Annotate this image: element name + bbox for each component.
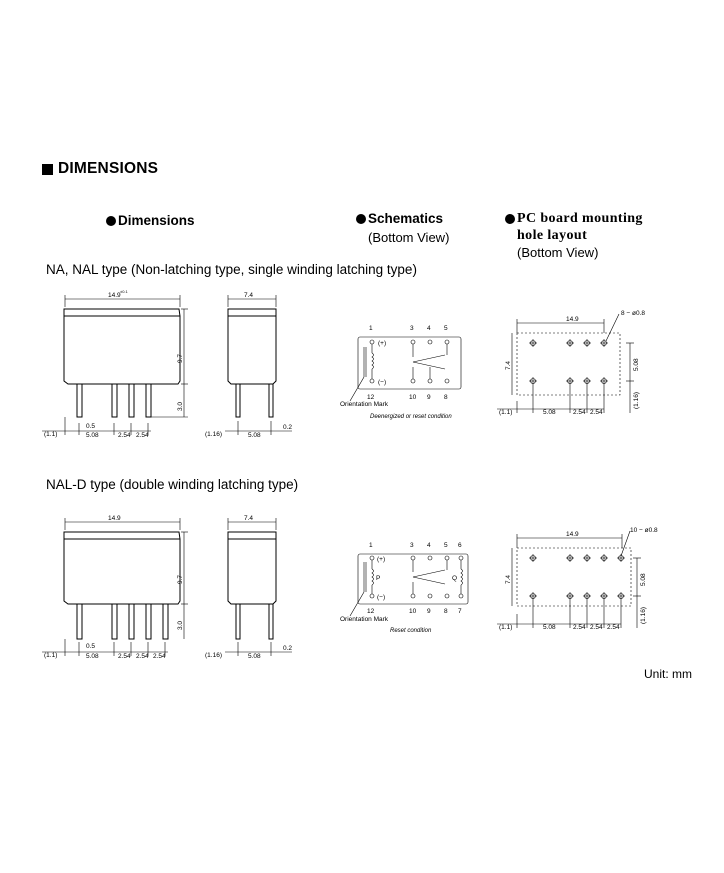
s2-front-pinlen: 3.0: [177, 620, 184, 630]
s2-bot-pin-8: 8: [444, 608, 448, 615]
s1-pcb-width: 14.9: [566, 316, 579, 323]
s1-bot-pin-10: 10: [409, 394, 417, 401]
s2-front-p4: 2.54: [153, 653, 166, 660]
s1-schem-note: Deenergized or reset condition: [370, 414, 452, 420]
s2-bot-pin-12: 12: [367, 608, 375, 615]
s2-front-pinw: 0.5: [86, 643, 96, 650]
s1-side-width: 7.4: [244, 292, 254, 299]
s1-top-pin-4: 4: [427, 325, 431, 332]
s1-top-pin-5: 5: [444, 325, 448, 332]
s1-top-pin-1: 1: [369, 325, 373, 332]
section2-label: NAL-D type (double winding latching type): [46, 477, 299, 492]
s2-bot-pin-10: 10: [409, 608, 417, 615]
section-title-text: DIMENSIONS: [58, 160, 159, 177]
s2-pcb-width: 14.9: [566, 531, 579, 538]
s2-top-pin-1: 1: [369, 542, 373, 549]
s1-pcb-h: 7.4: [505, 360, 512, 370]
s1-minus: (−): [378, 379, 387, 386]
s1-front-pinw: 0.5: [86, 423, 96, 430]
s1-front-p2: 2.54: [118, 432, 131, 439]
s1-plus: (+): [378, 340, 387, 347]
s2-side-t: 0.2: [283, 645, 293, 652]
s1-front-p1: 5.08: [86, 432, 99, 439]
s1-pcb-holes: 8 − ø0.8: [621, 310, 646, 317]
schematics-subheader: (Bottom View): [368, 230, 450, 245]
section2-schematic: [340, 542, 468, 634]
s2-pcb-s4: 2.54: [607, 624, 620, 631]
pcb-header: [505, 210, 643, 244]
section1-schematic: [340, 325, 461, 420]
section1-front-view: [42, 289, 188, 439]
s2-front-height: 9.7: [177, 574, 184, 584]
s2-pcb-voff: (1.16): [640, 607, 647, 624]
s2-pcb-holes: 10 − ø0.8: [630, 527, 658, 534]
s1-pcb-v: 5.08: [633, 358, 640, 371]
dimensions-header-text: Dimensions: [118, 213, 195, 228]
section1-side-view: [205, 292, 292, 439]
pcb-header-line2: hole layout: [517, 228, 588, 243]
s2-pcb-v: 5.08: [640, 573, 647, 586]
section2-pcb-layout: [497, 527, 658, 631]
s1-pcb-voff: (1.16): [633, 392, 640, 409]
s1-pcb-s2: 2.54: [573, 409, 586, 416]
section1-drawings: [0, 285, 724, 445]
section-title: [42, 160, 158, 178]
s2-top-pin-4: 4: [427, 542, 431, 549]
section2-front-view: [42, 515, 188, 660]
s2-coil-q: Q: [452, 575, 458, 582]
s2-schem-note: Reset condition: [390, 628, 432, 634]
s1-bot-pin-9: 9: [427, 394, 431, 401]
s1-bot-pin-8: 8: [444, 394, 448, 401]
s1-top-pin-3: 3: [410, 325, 414, 332]
s1-pcb-off: (1.1): [499, 409, 513, 416]
s2-pcb-off: (1.1): [499, 624, 513, 631]
s1-side-span: 5.08: [248, 432, 261, 439]
s2-pcb-s3: 2.54: [590, 624, 603, 631]
s1-front-height: 9.7: [177, 353, 184, 363]
s1-front-pinlen: 3.0: [177, 401, 184, 411]
s2-front-p2: 2.54: [118, 653, 131, 660]
s2-pcb-s1: 5.08: [543, 624, 556, 631]
s1-pcb-s3: 2.54: [590, 409, 603, 416]
s2-front-width: 14.9: [108, 515, 121, 522]
s1-front-width: 14.9: [108, 292, 121, 299]
s1-bot-pin-12: 12: [367, 394, 375, 401]
bullet-dot-icon: [505, 214, 515, 224]
section1-pcb-layout: [497, 310, 645, 416]
s1-pcb-s1: 5.08: [543, 409, 556, 416]
s2-coil-p: P: [376, 575, 381, 582]
s2-top-pin-5: 5: [444, 542, 448, 549]
s2-pcb-hole-grid: [529, 554, 625, 600]
unit-note: Unit: mm: [644, 667, 692, 681]
s2-pcb-s2: 2.54: [573, 624, 586, 631]
s1-pcb-hole-grid: [529, 339, 608, 385]
section2-side-view: [205, 515, 292, 660]
s1-side-off: (1.16): [205, 431, 222, 438]
bullet-dot-icon: [106, 216, 116, 226]
s1-front-off: (1.1): [44, 431, 58, 438]
s2-front-p1: 5.08: [86, 653, 99, 660]
section1-label: NA, NAL type (Non-latching type, single winding latching type): [46, 262, 417, 277]
pcb-subheader: (Bottom View): [517, 245, 599, 260]
s2-top-pin-3: 3: [410, 542, 414, 549]
bullet-square-icon: [42, 164, 53, 175]
s2-side-width: 7.4: [244, 515, 254, 522]
s1-front-p3: 2.54: [136, 432, 149, 439]
s2-minus: (−): [377, 594, 386, 601]
s2-front-p3: 2.54: [136, 653, 149, 660]
s2-pcb-h: 7.4: [505, 574, 512, 584]
s1-orientation-mark: Orientation Mark: [340, 401, 389, 408]
s2-orientation-mark: Orientation Mark: [340, 616, 389, 623]
dimensions-header: [106, 213, 195, 228]
schematics-header: [356, 211, 443, 226]
schematics-header-text: Schematics: [368, 211, 444, 226]
s2-bot-pin-7: 7: [458, 608, 462, 615]
s2-bot-pin-9: 9: [427, 608, 431, 615]
s1-front-width-tol: ±0.1: [120, 289, 128, 294]
bullet-dot-icon: [356, 214, 366, 224]
section2-drawings: [0, 500, 724, 665]
s2-front-off: (1.1): [44, 652, 58, 659]
s2-side-off: (1.16): [205, 652, 222, 659]
pcb-header-line1: PC board mounting: [517, 211, 643, 226]
s2-plus: (+): [377, 556, 386, 563]
s1-side-t: 0.2: [283, 424, 293, 431]
s2-side-span: 5.08: [248, 653, 261, 660]
s2-top-pin-6: 6: [458, 542, 462, 549]
